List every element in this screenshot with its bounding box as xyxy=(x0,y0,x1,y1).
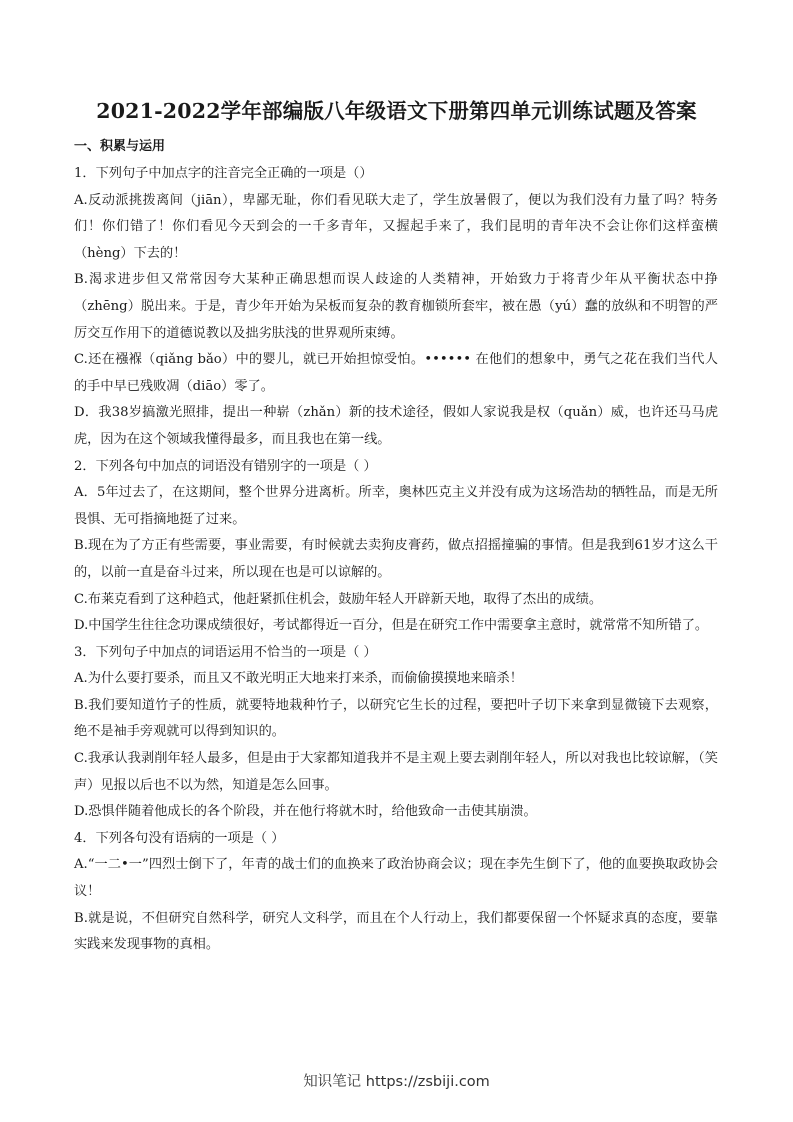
option-c: C.我承认我剥削年轻人最多，但是由于大家都知道我并不是主观上要去剥削年轻人，所以对我也比较谅解，（笑声）见报以后也不以为然，知道是怎么回事。 xyxy=(74,751,718,793)
option-d: D．我38岁搞激光照排，提出一种崭（zhǎn）新的技术途径，假如人家说我是权（quǎn）威，也许还马马虎虎，因为在这个领域我懂得最多，而且我也在第一线。 xyxy=(74,405,719,447)
question-stem: 1．下列句子中加点字的注音完全正确的一项是（） xyxy=(74,166,373,181)
question-1 xyxy=(74,161,718,454)
question-stem: 2．下列各句中加点的词语没有错别字的一项是（ ） xyxy=(74,458,377,474)
option-b: B.现在为了方正有些需要，事业需要，有时候就去卖狗皮膏药，做点招摇撞骗的事情。但是我到61岁才这么干的，以前一直是奋斗过来，所以现在也是可以谅解的。 xyxy=(74,538,718,580)
option-c: C.还在襁褓（qiǎng bǎo）中的婴儿，就已开始担惊受怕。•••••• 在他们的想象中，勇气之花在我们当代人的手中早已残败凋（diāo）零了。 xyxy=(74,352,718,394)
option-a: A.为什么要打要杀，而且又不敢光明正大地来打来杀，而偷偷摸摸地来暗杀！ xyxy=(74,671,523,687)
option-a: A.“一二•一”四烈士倒下了，年青的战士们的血换来了政治协商会议；现在李先生倒下了，他的血要换取政协会议！ xyxy=(74,857,718,900)
question-4 xyxy=(74,826,718,959)
option-b: B.我们要知道竹子的性质，就要特地栽种竹子，以研究它生长的过程，要把叶子切下来拿到显微镜下去观察，绝不是袖手旁观就可以得到知识的。 xyxy=(74,697,718,740)
option-b: B.渴求进步但又常常因夸大某种正确思想而误人歧途的人类精神，开始致力于将青少年从平衡状态中挣（zhēng）脱出来。于是，青少年开始为呆板而复杂的教育枷锁所套牢，被在愚（yú）蠢的放纵和不明智的严厉交互作用下的道德说教以及拙劣肤浅的世界观所束缚。 xyxy=(74,272,718,341)
option-d: D.中国学生往往念功课成绩很好，考试都得近一百分，但是在研究工作中需要拿主意时，就常常不知所错了。 xyxy=(74,618,709,634)
option-d: D.恐惧伴随着他成长的各个阶段，并在他行将就木时，给他致命一击使其崩溃。 xyxy=(74,804,537,820)
question-stem: 3．下列句子中加点的词语运用不恰当的一项是（ ） xyxy=(74,644,377,660)
section-heading: 一、积累与运用 xyxy=(74,139,166,154)
option-b: B.就是说，不但研究自然科学，研究人文科学，而且在个人行动上，我们都要保留一个怀疑求真的态度，要靠实践来发现事物的真相。 xyxy=(74,910,718,953)
option-a: A．5年过去了，在这期间，整个世界分进离析。所幸，奥林匹克主义并没有成为这场浩劫的牺牲品，而是无所畏惧、无可指摘地挺了过来。 xyxy=(74,485,718,527)
question-list xyxy=(74,161,718,959)
question-stem: 4．下列各句没有语病的一项是（ ） xyxy=(74,830,285,846)
option-c: C.布莱克看到了这种趋式，他赶紧抓住机会，鼓励年轻人开辟新天地，取得了杰出的成绩。 xyxy=(74,591,603,607)
option-a: A.反动派挑拨离间（jiān），卑鄙无耻，你们看见联大走了，学生放暑假了，便以为我们没有力量了吗？特务们！你们错了！你们看见今天到会的一千多青年，又握起手来了，我们昆明的青年决不会让你们这样蛮横（hèng）下去的！ xyxy=(74,192,718,261)
site-watermark: 知识笔记 https://zsbiji.com xyxy=(303,1074,490,1090)
document-title: 2021-2022学年部编版八年级语文下册第四单元训练试题及答案 xyxy=(96,99,697,123)
question-2 xyxy=(74,454,718,640)
question-3 xyxy=(74,640,718,826)
